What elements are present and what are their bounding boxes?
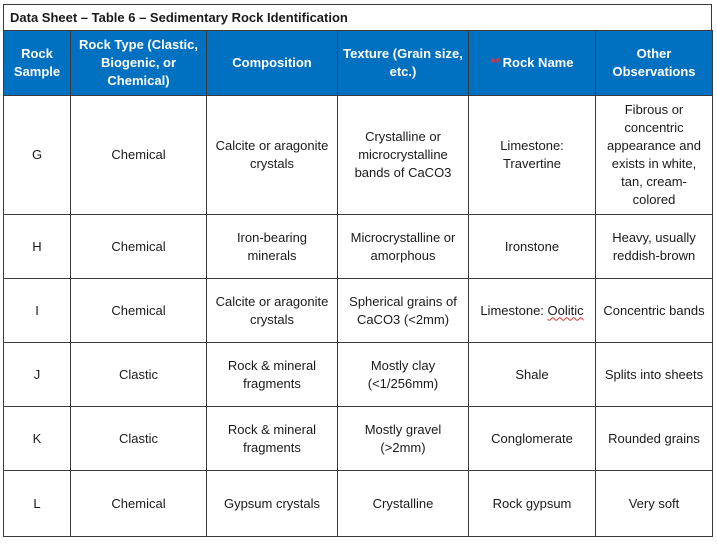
cell-type[interactable]: Clastic [71,343,207,407]
table-row [4,471,713,537]
rock-name-prefix: Limestone: [480,302,544,318]
cell-observations[interactable]: Splits into sheets [596,343,713,407]
cell-texture[interactable]: Crystalline [338,471,469,537]
header-row [4,31,713,96]
required-marker: ** [490,55,501,70]
cell-rock-name[interactable]: Shale [469,343,596,407]
spellcheck-flagged-word[interactable]: Oolitic [547,302,584,318]
cell-texture[interactable]: Crystalline or microcrystalline bands of CaCO3 [338,96,469,215]
cell-composition[interactable]: Rock & mineral fragments [207,407,338,471]
cell-sample[interactable]: G [4,96,71,215]
header-other-observations: Other Observations [596,31,713,96]
cell-sample[interactable]: L [4,471,71,537]
cell-composition[interactable]: Gypsum crystals [207,471,338,537]
data-sheet [3,4,712,537]
table-row [4,215,713,279]
rock-identification-table [3,30,713,537]
cell-type[interactable]: Chemical [71,279,207,343]
cell-type[interactable]: Clastic [71,407,207,471]
cell-type[interactable]: Chemical [71,471,207,537]
cell-sample[interactable]: H [4,215,71,279]
cell-sample[interactable]: I [4,279,71,343]
cell-observations[interactable]: Heavy, usually reddish-brown [596,215,713,279]
sheet-title: Data Sheet – Table 6 – Sedimentary Rock Identification [3,4,712,30]
cell-sample[interactable]: K [4,407,71,471]
cell-rock-name[interactable]: Ironstone [469,215,596,279]
cell-rock-name[interactable]: Conglomerate [469,407,596,471]
cell-composition[interactable]: Iron-bearing minerals [207,215,338,279]
header-rock-type: Rock Type (Clastic, Biogenic, or Chemical) [71,31,207,96]
cell-rock-name[interactable]: Limestone: Travertine [469,96,596,215]
cell-texture[interactable]: Microcrystalline or amorphous [338,215,469,279]
cell-type[interactable]: Chemical [71,96,207,215]
table-row [4,407,713,471]
header-rock-name [469,31,596,96]
cell-type[interactable]: Chemical [71,215,207,279]
cell-sample[interactable]: J [4,343,71,407]
cell-observations[interactable]: Concentric bands [596,279,713,343]
table-row [4,279,713,343]
cell-composition[interactable]: Calcite or aragonite crystals [207,279,338,343]
header-rock-name-label: Rock Name [502,55,574,70]
cell-observations[interactable]: Rounded grains [596,407,713,471]
cell-composition[interactable]: Rock & mineral fragments [207,343,338,407]
cell-rock-name[interactable]: Rock gypsum [469,471,596,537]
cell-observations[interactable]: Fibrous or concentric appearance and exists in white, tan, cream-colored [596,96,713,215]
cell-composition[interactable]: Calcite or aragonite crystals [207,96,338,215]
header-rock-sample: Rock Sample [4,31,71,96]
cell-rock-name[interactable] [469,279,596,343]
table-row [4,343,713,407]
header-texture: Texture (Grain size, etc.) [338,31,469,96]
cell-texture[interactable]: Mostly clay (<1/256mm) [338,343,469,407]
header-composition: Composition [207,31,338,96]
cell-texture[interactable]: Mostly gravel (>2mm) [338,407,469,471]
cell-observations[interactable]: Very soft [596,471,713,537]
cell-texture[interactable]: Spherical grains of CaCO3 (<2mm) [338,279,469,343]
table-row [4,96,713,215]
